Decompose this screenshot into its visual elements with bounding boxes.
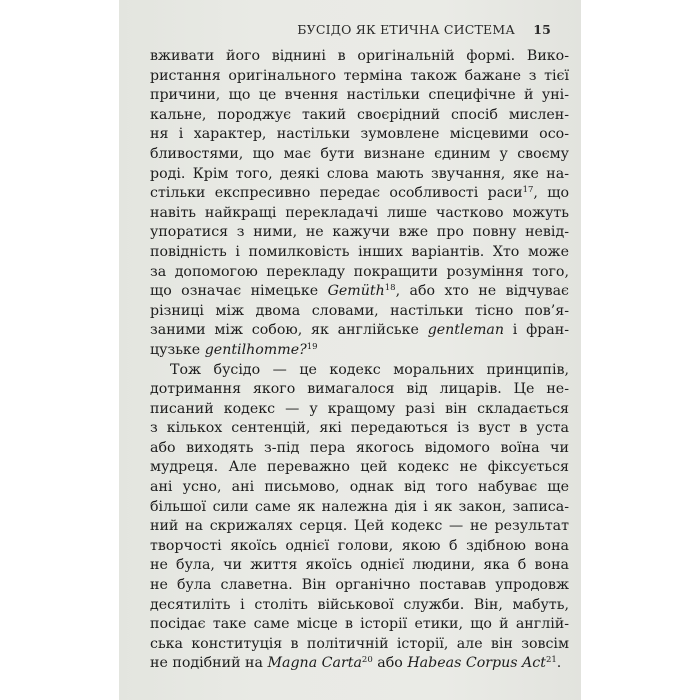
text-line: за допомогою перекладу покращити розуміння того, xyxy=(150,263,569,280)
text-line: дотримання якого вимагалося від лицарів. Це не- xyxy=(150,381,569,398)
text-line: стільки експресивно передає особливості раси$^{17}$, що xyxy=(150,185,569,202)
text-line: упоратися з ними, не кажучи вже про повну невід- xyxy=(150,224,569,241)
page-number: 15 xyxy=(533,22,551,37)
footnote-marker: 20 xyxy=(361,655,373,666)
italic-term: gentilhomme? xyxy=(204,341,307,358)
text-line: ний на скрижалях серця. Цей кодекс — не результат xyxy=(150,518,569,535)
text-line: ська конституція в політичній історії, але він зовсім xyxy=(150,635,569,652)
book-page xyxy=(119,0,581,700)
text-line: не була славетна. Він органічно поставав упродовж xyxy=(150,577,569,594)
text-line: мудреця. Але переважно цей кодекс не фіксується xyxy=(150,459,569,476)
text-line: більшої сили саме як належна дія і як закон, записа- xyxy=(150,498,569,515)
text-line: кальне, породжує такий своєрідний спосіб мислен- xyxy=(150,106,569,123)
text-line: з кількох сентенцій, які передаються із вуст в уста xyxy=(150,420,569,437)
italic-term: Habeas Corpus Act xyxy=(407,655,546,672)
footnote-marker: 17 xyxy=(522,185,534,196)
italic-term: Gemüth xyxy=(327,283,385,300)
text-line: причини, що це вчення настільки специфічне й уні- xyxy=(150,87,569,104)
text-line: Тож бусідо — це кодекс моральних принципів, xyxy=(170,361,569,378)
text-line: посідає таке саме місце в історії етики, що й англій- xyxy=(150,616,569,633)
text-line: що означає німецьке Gemüth$^{18}$, або хто не відчуває xyxy=(150,283,569,300)
text-line: різниці між двома словами, настільки тісно пов’я- xyxy=(150,302,569,319)
text-line: бливостями, що має бути визнане єдиним у своєму xyxy=(150,145,569,162)
text-line: ня і характер, настільки зумовлене місцевими осо- xyxy=(150,126,569,143)
text-line: ристання оригінального терміна також бажане з тієї xyxy=(150,67,569,84)
italic-term: Magna Carta xyxy=(267,655,362,672)
running-header xyxy=(297,22,551,37)
text-line: роді. Крім того, деякі слова мають звучання, яке на- xyxy=(150,165,569,182)
text-line: писаний кодекс — у кращому разі він складається xyxy=(150,400,569,417)
text-line: не подібний на Magna Carta$^{20}$ або Habeas Corpus Act$^{21}$. xyxy=(150,655,562,672)
text-line: повідність і помилковість інших варіантів. Хто може xyxy=(150,243,569,260)
italic-term: gentleman xyxy=(427,322,504,339)
footnote-marker: 18 xyxy=(384,283,396,294)
text-line: десятиліть і століть військової служби. Він, мабуть, xyxy=(150,596,569,613)
text-line: або виходять з-під пера якогось відомого воїна чи xyxy=(150,439,569,456)
text-line: заними між собою, як англійське gentleman і фран- xyxy=(150,322,570,339)
body-text xyxy=(150,47,569,674)
footnote-marker: 19 xyxy=(306,341,318,352)
footnote-marker: 21 xyxy=(545,655,557,666)
text-line: творчості якоїсь однієї голови, якою б здібною вона xyxy=(150,537,569,554)
text-line: не була, чи життя якоїсь однієї людини, яка б вона xyxy=(150,557,569,574)
text-line: цузьке gentilhomme?$^{19}$ xyxy=(150,341,318,358)
text-line: вживати його віднині в оригінальній формі. Вико- xyxy=(150,48,569,64)
text-line: навіть найкращі перекладачі лише частково можуть xyxy=(150,204,569,221)
chapter-title: БУСІДО ЯК ЕТИЧНА СИСТЕМА xyxy=(297,22,516,37)
text-line: ані усно, ані письмово, однак від того набуває ще xyxy=(150,479,569,496)
